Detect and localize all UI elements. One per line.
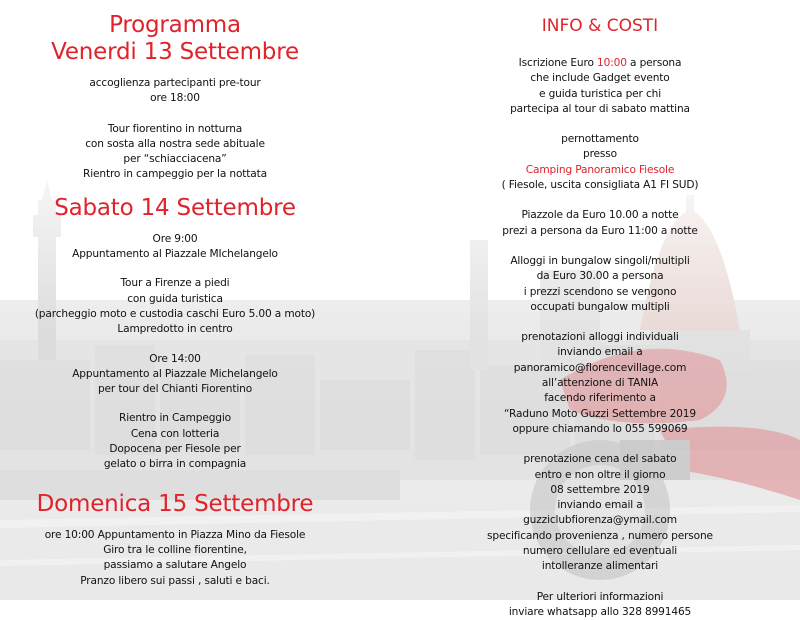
programma-column xyxy=(0,0,350,589)
text-line: prezi a persona da Euro 11:00 a notte xyxy=(502,224,698,237)
text-line: che include Gadget evento xyxy=(530,72,670,85)
text-line: con sosta alla nostra sede abituale xyxy=(85,137,265,150)
text-line: accoglienza partecipanti pre-tour xyxy=(89,77,261,89)
text-line: Tour a Firenze a piedi xyxy=(120,277,230,290)
text-line: occupati bungalow multipli xyxy=(530,300,670,313)
text-line: Rientro in Campeggio xyxy=(118,412,231,425)
text-line: facendo riferimento a xyxy=(544,392,656,405)
whatsapp-number: inviare whatsapp allo 328 8991465 xyxy=(508,605,692,618)
domenica-block-1 xyxy=(0,528,350,589)
text-line: Dopocena per Fiesole per xyxy=(109,443,241,456)
sabato-block-3 xyxy=(0,352,350,398)
text-line: Appuntamento al Piazzale Michelangelo xyxy=(72,367,278,380)
text-line: Tour fiorentino in notturna xyxy=(107,122,243,135)
email-guzziclub[interactable]: guzziclubfiorenza@ymail.com xyxy=(523,514,677,527)
iscrizione-amount: 10:00 xyxy=(597,57,627,69)
text-line: Per ulteriori informazioni xyxy=(536,590,664,603)
prenotazioni-alloggi-block xyxy=(410,330,790,437)
info-title: INFO & COSTI xyxy=(541,16,659,36)
text-line: ore 18:00 xyxy=(150,92,200,105)
phone-camping: oppure chiamando lo 055 599069 xyxy=(512,422,688,435)
sabato-block-1 xyxy=(0,232,350,263)
text-line: inviando email a xyxy=(557,346,643,359)
text-line: all’attenzione di TANIA xyxy=(541,377,659,390)
iscrizione-prefix: Iscrizione Euro xyxy=(518,57,598,69)
text-line: con guida turistica xyxy=(127,292,223,305)
sabato-block-2 xyxy=(0,276,350,337)
day-heading-domenica: Domenica 15 Settembre xyxy=(36,490,314,517)
text-line: “Raduno Moto Guzzi Settembre 2019 xyxy=(504,407,696,420)
text-line: passiamo a salutare Angelo xyxy=(103,559,247,572)
text-line: Ore 9:00 xyxy=(152,232,198,245)
text-line: intolleranze alimentari xyxy=(541,560,659,573)
text-line: (parcheggio moto e custodia caschi Euro 5.00 a moto) xyxy=(34,307,316,320)
sabato-block-4 xyxy=(0,411,350,472)
prenotazione-cena-block xyxy=(410,452,790,574)
ulteriori-info-block xyxy=(410,590,790,620)
camping-name: Camping Panoramico Fiesole xyxy=(525,163,675,176)
camping-note: ( Fiesole, uscita consigliata A1 FI SUD) xyxy=(501,179,699,192)
text-line: Pranzo libero sui passi , saluti e baci. xyxy=(80,574,270,587)
iscrizione-block xyxy=(410,56,790,117)
pernottamento-block xyxy=(410,132,790,193)
text-line: Ore 14:00 xyxy=(149,352,201,365)
text-line: prenotazione cena del sabato xyxy=(523,453,677,466)
text-line: gelato o birra in compagnia xyxy=(103,458,247,471)
text-line: entro e non oltre il giorno xyxy=(534,468,666,481)
text-line: pernottamento xyxy=(561,133,639,146)
venerdi-block-1 xyxy=(0,76,350,107)
text-line: Alloggi in bungalow singoli/multipli xyxy=(510,254,690,267)
iscrizione-line xyxy=(410,56,790,71)
text-line: i prezzi scendono se vengono xyxy=(523,285,677,298)
day-heading-sabato: Sabato 14 Settembre xyxy=(54,194,296,221)
text-line: Rientro in campeggio per la nottata xyxy=(83,168,267,181)
text-line: e guida turistica per chi xyxy=(538,87,661,100)
text-line: per tour del Chianti Fiorentino xyxy=(97,383,253,396)
bungalow-block xyxy=(410,254,790,315)
text-line: presso xyxy=(583,148,617,161)
text-line: da Euro 30.00 a persona xyxy=(536,270,664,283)
text-line: Cena con lotteria xyxy=(130,427,220,440)
iscrizione-suffix: a persona xyxy=(626,57,682,69)
text-line: specificando provenienza , numero persone xyxy=(487,529,713,542)
text-line: numero cellulare ed eventuali xyxy=(522,545,678,558)
text-line: Lampredotto in centro xyxy=(117,323,233,336)
info-column xyxy=(410,0,790,620)
text-line: partecipa al tour di sabato mattina xyxy=(510,102,690,115)
text-line: inviando email a xyxy=(557,499,643,512)
email-panoramico[interactable]: panoramico@florencevillage.com xyxy=(513,361,687,374)
text-line: prenotazioni alloggi individuali xyxy=(521,331,679,344)
deadline-date: 08 settembre 2019 xyxy=(550,483,650,496)
day-heading-venerdi: Venerdi 13 Settembre xyxy=(51,39,299,65)
text-line: Piazzole da Euro 10.00 a notte xyxy=(521,209,679,222)
venerdi-block-2 xyxy=(0,122,350,183)
text-line: Giro tra le colline fiorentine, xyxy=(103,543,247,556)
programma-title: Programma xyxy=(109,12,241,38)
text-line: Appuntamento al Piazzale MIchelangelo xyxy=(72,248,278,261)
text-line: ore 10:00 Appuntamento in Piazza Mino da Fiesole xyxy=(44,528,306,541)
piazzole-block xyxy=(410,208,790,239)
text-line: per “schiacciacena” xyxy=(123,153,227,166)
